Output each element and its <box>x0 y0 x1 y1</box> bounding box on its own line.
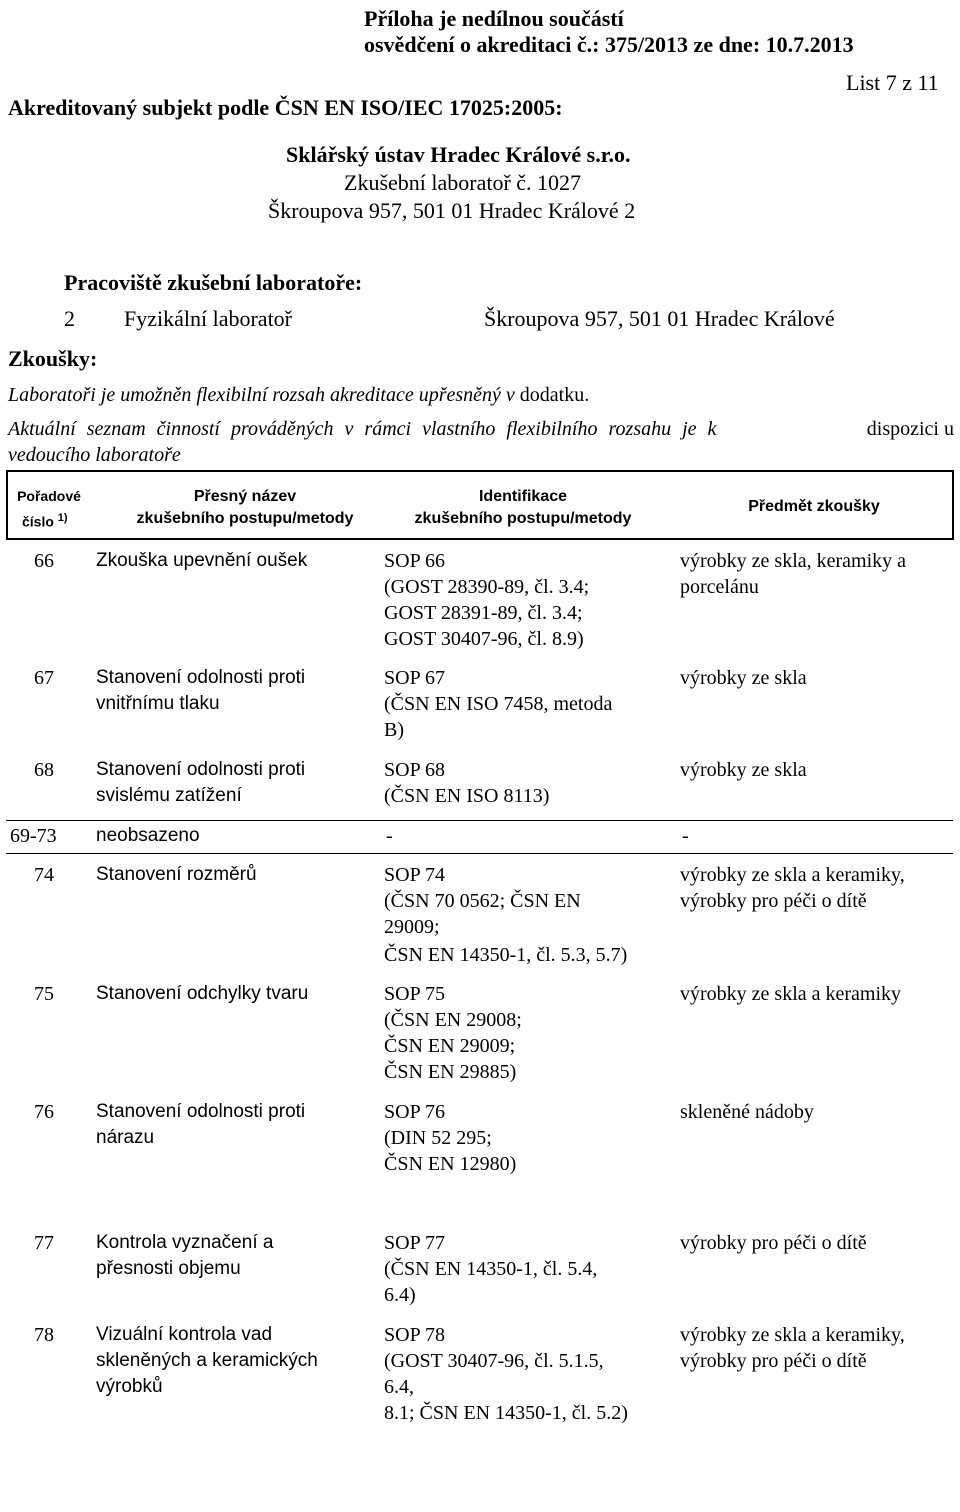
row-number: 69-73 <box>10 825 57 847</box>
row-method-id: ČSN EN 29009; <box>384 1035 516 1057</box>
row-number: 76 <box>34 1101 54 1123</box>
row-method-id: GOST 28391-89, čl. 3.4; <box>384 602 583 624</box>
row-method-name: Stanovení odchylky tvaru <box>96 983 309 1004</box>
row-method-id: SOP 74 <box>384 864 445 886</box>
row-method-id: 6.4, <box>384 1376 414 1398</box>
workplace-name: Fyzikální laboratoř <box>124 306 293 331</box>
workplace-number: 2 <box>64 306 75 331</box>
row-number: 66 <box>34 550 54 572</box>
row-number: 74 <box>34 864 54 886</box>
row-method-name: nárazu <box>96 1127 155 1148</box>
row-method-id: SOP 67 <box>384 667 445 689</box>
row-method-name: Kontrola vyznačení a <box>96 1232 274 1253</box>
row-method-name: Stanovení odolnosti proti <box>96 667 306 688</box>
row-method-name: svislému zatížení <box>96 785 242 806</box>
column-name-label: Přesný název <box>193 488 297 505</box>
row-method-id: SOP 75 <box>384 983 445 1005</box>
row-method-id: (ČSN EN ISO 7458, metoda <box>384 693 613 715</box>
column-subject-label: Předmět zkoušky <box>748 498 880 515</box>
row-method-id: (GOST 28390-89, čl. 3.4; <box>384 576 590 598</box>
row-method-id: SOP 77 <box>384 1232 445 1254</box>
column-name-label-2: zkušebního postupu/metody <box>136 510 354 527</box>
row-subject: skleněné nádoby <box>680 1101 814 1123</box>
column-order-label: Pořadové <box>17 488 81 504</box>
row-method-id: (DIN 52 295; <box>384 1127 492 1149</box>
row-subject: porcelánu <box>680 576 759 598</box>
row-subject: výrobky ze skla a keramiky <box>680 983 902 1005</box>
row-number: 75 <box>34 983 54 1005</box>
row-method-name: vnitřnímu tlaku <box>96 693 220 714</box>
row-method-id: B) <box>384 719 404 741</box>
workplace-address: Škroupova 957, 501 01 Hradec Králové <box>484 306 835 331</box>
row-number: 77 <box>34 1232 54 1254</box>
lab-number: Zkušební laboratoř č. 1027 <box>344 170 582 195</box>
row-subject: výrobky pro péči o dítě <box>680 1350 867 1372</box>
row-method-id: - <box>386 825 393 847</box>
row-method-id: 6.4) <box>384 1284 416 1306</box>
column-order-footnote: 1) <box>57 512 68 524</box>
row-divider <box>6 820 953 821</box>
row-method-id: (GOST 30407-96, čl. 5.1.5, <box>384 1350 604 1372</box>
row-method-id: SOP 68 <box>384 759 445 781</box>
row-method-id: 29009; <box>384 916 440 938</box>
row-number: 67 <box>34 667 54 689</box>
row-method-id: SOP 76 <box>384 1101 445 1123</box>
row-method-id: 8.1; ČSN EN 14350-1, čl. 5.2) <box>384 1402 628 1424</box>
row-method-id: ČSN EN 12980) <box>384 1153 517 1175</box>
annex-line-1: Příloha je nedílnou součástí <box>364 6 624 31</box>
row-method-id: (ČSN EN 29008; <box>384 1009 522 1031</box>
row-method-id: (ČSN EN ISO 8113) <box>384 785 550 807</box>
row-method-name: neobsazeno <box>96 825 200 846</box>
row-method-name: výrobků <box>96 1376 163 1397</box>
row-method-id: ČSN EN 14350-1, čl. 5.3, 5.7) <box>384 944 628 966</box>
row-divider <box>6 853 953 854</box>
column-id-label: Identifikace <box>478 488 568 505</box>
organization-address: Škroupova 957, 501 01 Hradec Králové 2 <box>268 198 636 223</box>
lab-head-note: vedoucího laboratoře <box>8 444 181 466</box>
row-subject: výrobky ze skla a keramiky, <box>680 864 905 886</box>
row-subject: výrobky ze skla a keramiky, <box>680 1324 905 1346</box>
row-subject: - <box>682 825 689 847</box>
current-list-note <box>8 418 954 441</box>
row-subject: výrobky pro péči o dítě <box>680 890 867 912</box>
organization-name: Sklářský ústav Hradec Králové s.r.o. <box>286 142 631 167</box>
row-method-name: Stanovení rozměrů <box>96 864 257 885</box>
current-list-note-tail: dispozici u <box>866 418 954 440</box>
annex-line-2: osvědčení o akreditaci č.: 375/2013 ze dne: 10.7.2013 <box>364 32 854 57</box>
tests-label: Zkoušky: <box>8 346 98 371</box>
flexible-scope-note <box>8 384 589 407</box>
workplace-label: Pracoviště zkušební laboratoře: <box>64 270 363 295</box>
row-method-name: Zkouška upevnění oušek <box>96 550 308 571</box>
row-subject: výrobky ze skla <box>680 667 807 689</box>
row-method-name: Vizuální kontrola vad <box>96 1324 273 1345</box>
column-order-label-2 <box>22 512 68 530</box>
column-order-label-2-text: číslo <box>22 513 54 530</box>
row-subject: výrobky ze skla <box>680 759 807 781</box>
row-method-id: SOP 78 <box>384 1324 445 1346</box>
column-id-label-2: zkušebního postupu/metody <box>414 510 632 527</box>
row-subject: výrobky ze skla, keramiky a <box>680 550 907 572</box>
row-method-name: Stanovení odolnosti proti <box>96 1101 306 1122</box>
flexible-scope-note-tail: dodatku. <box>519 384 590 406</box>
row-method-id: (ČSN EN 14350-1, čl. 5.4, <box>384 1258 598 1280</box>
row-method-id: GOST 30407-96, čl. 8.9) <box>384 628 584 650</box>
flexible-scope-note-text: Laboratoři je umožněn flexibilní rozsah akreditace upřesněný v <box>8 384 515 406</box>
accredited-subject-label: Akreditovaný subjekt podle ČSN EN ISO/IEC 17025:2005: <box>8 95 563 120</box>
row-number: 78 <box>34 1324 54 1346</box>
current-list-note-text: Aktuální seznam činností prováděných v rámci vlastního flexibilního rozsahu je k <box>8 418 717 440</box>
row-method-id: SOP 66 <box>384 550 445 572</box>
row-method-id: ČSN EN 29885) <box>384 1061 517 1083</box>
row-method-name: přesnosti objemu <box>96 1258 241 1279</box>
row-method-name: skleněných a keramických <box>96 1350 318 1371</box>
page-number: List 7 z 11 <box>846 70 939 95</box>
row-method-name: Stanovení odolnosti proti <box>96 759 306 780</box>
row-subject: výrobky pro péči o dítě <box>680 1232 867 1254</box>
row-method-id: (ČSN 70 0562; ČSN EN <box>384 890 581 912</box>
row-number: 68 <box>34 759 54 781</box>
